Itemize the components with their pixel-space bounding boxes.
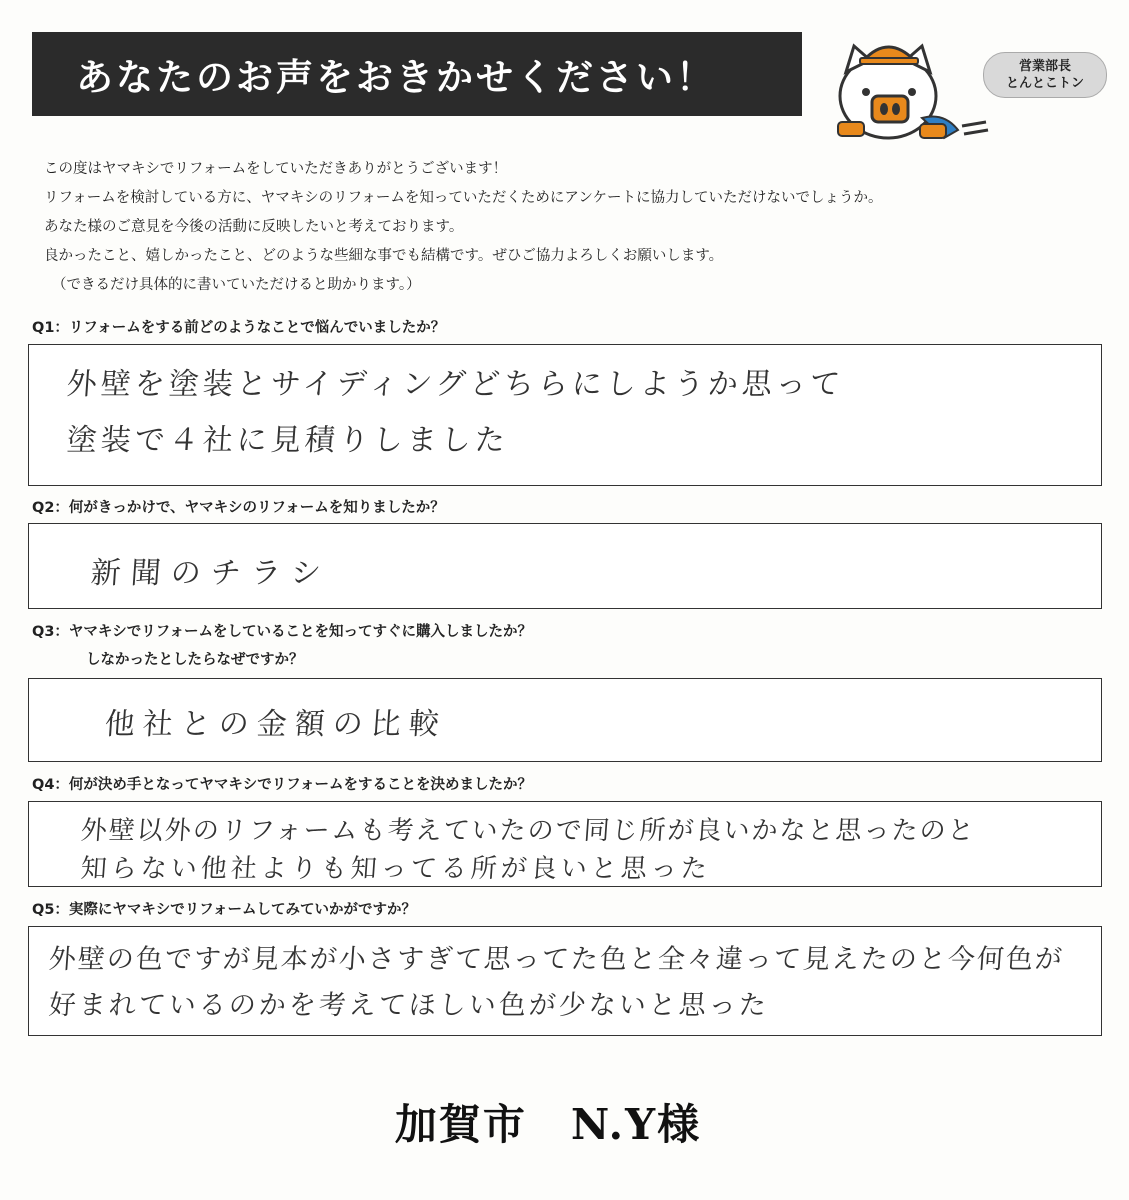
question-2-label: Q2：何がきっかけで、ヤマキシのリフォームを知りましたか？ <box>32 500 445 516</box>
answer-box-3 <box>28 678 1102 762</box>
page-title-banner <box>32 32 802 116</box>
intro-line: リフォームを検討している方に、ヤマキシのリフォームを知っていただくためにアンケートに協力していただけないでしょうか。 <box>44 190 883 206</box>
question-3-sublabel: しなかったとしたらなぜですか？ <box>86 652 304 668</box>
intro-line: （できるだけ具体的に書いていただけると助かります。） <box>52 277 421 293</box>
answer-2-line-1: 新聞のチラシ <box>89 556 332 591</box>
badge-title: 営業部長 <box>1018 59 1071 74</box>
answer-box-4 <box>28 801 1102 887</box>
intro-line: 良かったこと、嬉しかったこと、どのような些細な事でも結構です。ぜひご協力よろしくお願いします。 <box>44 248 724 264</box>
answer-1-line-2: 塗装で４社に見積りしました <box>65 423 510 458</box>
intro-text <box>44 155 1104 300</box>
answer-box-5 <box>28 926 1102 1036</box>
question-5-label: Q5：実際にヤマキシでリフォームしてみていかがですか？ <box>32 902 417 918</box>
answer-box-2 <box>28 523 1102 609</box>
customer-signature: 加賀市 N.Y様 <box>394 1100 702 1149</box>
answer-4-line-1: 外壁以外のリフォームも考えていたので同じ所が良いかなと思ったのと <box>79 816 977 846</box>
question-3-label: Q3：ヤマキシでリフォームをしていることを知ってすぐに購入しましたか？ <box>32 624 533 640</box>
question-4-label: Q4：何が決め手となってヤマキシでリフォームをすることを決めましたか？ <box>32 777 533 793</box>
page-title: あなたのお声をおきかせください！ <box>76 56 716 99</box>
answer-3-line-1: 他社との金額の比較 <box>103 707 448 742</box>
question-1-label: Q1：リフォームをする前どのようなことで悩んでいましたか？ <box>32 320 446 336</box>
pig-mascot-icon <box>826 34 996 144</box>
answer-4-line-2: 知らない他社よりも知ってる所が良いと思った <box>79 854 712 884</box>
answer-box-1 <box>28 344 1102 486</box>
answer-5-line-2: 好まれているのかを考えてほしい色が少ないと思った <box>47 990 770 1021</box>
answer-5-line-1: 外壁の色ですが見本が小さすぎて思ってた色と全々違って見えたのと今何色が <box>47 944 1065 975</box>
answer-1-line-1: 外壁を塗装とサイディングどちらにしようか思って <box>65 367 846 402</box>
intro-line: あなた様のご意見を今後の活動に反映したいと考えております。 <box>44 219 464 235</box>
badge-name: とんとこトン <box>1005 76 1084 91</box>
intro-line: この度はヤマキシでリフォームをしていただきありがとうございます！ <box>44 161 508 177</box>
sales-manager-badge <box>983 52 1107 98</box>
